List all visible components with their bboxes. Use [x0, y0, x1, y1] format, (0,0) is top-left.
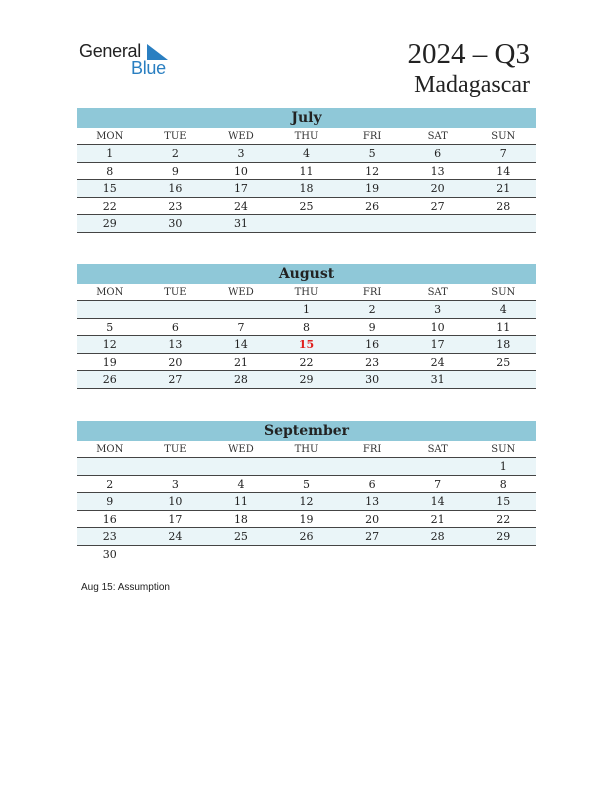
day-cell: 20 — [430, 182, 445, 195]
logo — [79, 41, 179, 81]
logo-text-blue: Blue — [131, 58, 166, 78]
day-cell: 10 — [430, 320, 445, 334]
weekday-label: SUN — [491, 287, 516, 298]
day-cell — [339, 458, 405, 475]
week-row — [77, 458, 536, 476]
day-cell: 23 — [168, 199, 183, 213]
day-cell — [470, 215, 536, 232]
day-cell — [143, 458, 209, 475]
day-cell — [143, 301, 209, 318]
day-cell — [208, 458, 274, 475]
day-cell: 15 — [102, 182, 117, 195]
weekday-label: MON — [96, 287, 124, 298]
month-title: July — [77, 108, 536, 128]
week-row — [77, 180, 536, 198]
day-cell: 20 — [168, 355, 183, 369]
weekday-header-row — [77, 284, 536, 301]
day-cell — [405, 215, 471, 232]
logo-text-general: General — [79, 41, 141, 61]
day-cell: 18 — [299, 182, 314, 195]
weekday-label: WED — [228, 131, 254, 142]
day-cell: 21 — [430, 512, 445, 526]
weekday-label: SAT — [427, 444, 448, 455]
day-cell — [77, 458, 143, 475]
weekday-label: THU — [294, 131, 319, 142]
country-name: Madagascar — [414, 72, 530, 98]
weekday-label: THU — [294, 287, 319, 298]
weekday-label: FRI — [362, 444, 382, 455]
day-cell: 3 — [434, 303, 442, 316]
week-row — [77, 528, 536, 546]
weekday-label: THU — [294, 444, 319, 455]
day-cell: 29 — [299, 373, 314, 386]
day-cell: 14 — [496, 164, 511, 178]
day-cell: 7 — [499, 147, 507, 160]
day-cell: 11 — [496, 320, 511, 334]
week-row — [77, 371, 536, 389]
day-cell: 16 — [168, 182, 183, 195]
day-cell: 15 — [298, 338, 315, 351]
day-cell: 25 — [233, 530, 248, 543]
day-cell: 9 — [368, 320, 376, 334]
day-cell — [274, 458, 340, 475]
day-cell: 24 — [168, 530, 183, 543]
day-cell: 29 — [496, 530, 511, 543]
day-cell: 4 — [303, 147, 311, 160]
day-cell: 17 — [233, 182, 248, 195]
day-cell: 13 — [365, 495, 380, 508]
day-cell — [143, 546, 209, 564]
weekday-label: SUN — [491, 131, 516, 142]
weekday-label: TUE — [164, 444, 187, 455]
day-cell: 2 — [368, 303, 376, 316]
day-cell: 26 — [102, 373, 117, 386]
day-cell: 16 — [365, 338, 380, 351]
day-cell: 23 — [102, 530, 117, 543]
day-cell — [339, 546, 405, 564]
weekday-label: MON — [96, 131, 124, 142]
week-row — [77, 163, 536, 181]
week-row — [77, 354, 536, 372]
day-cell: 4 — [499, 303, 507, 316]
day-cell: 22 — [102, 199, 117, 213]
week-row — [77, 145, 536, 163]
week-row — [77, 198, 536, 216]
day-cell: 8 — [303, 320, 311, 334]
day-cell: 10 — [233, 164, 248, 178]
day-cell: 1 — [303, 303, 311, 316]
day-cell: 21 — [496, 182, 511, 195]
weekday-label: MON — [96, 444, 124, 455]
day-cell — [274, 215, 340, 232]
day-cell — [470, 371, 536, 388]
day-cell: 18 — [233, 512, 248, 526]
day-cell: 9 — [106, 495, 114, 508]
weekday-header-row — [77, 128, 536, 145]
week-row — [77, 336, 536, 354]
day-cell: 10 — [168, 495, 183, 508]
day-cell: 3 — [237, 147, 245, 160]
day-cell: 2 — [106, 477, 114, 491]
day-cell — [405, 546, 471, 564]
day-cell: 24 — [430, 355, 445, 369]
day-cell: 11 — [233, 495, 248, 508]
week-row — [77, 301, 536, 319]
day-cell: 24 — [233, 199, 248, 213]
day-cell — [274, 546, 340, 564]
day-cell: 12 — [365, 164, 380, 178]
day-cell: 26 — [365, 199, 380, 213]
weekday-label: WED — [228, 444, 254, 455]
day-cell — [405, 458, 471, 475]
day-cell: 14 — [430, 495, 445, 508]
day-cell: 11 — [299, 164, 314, 178]
week-row — [77, 215, 536, 233]
day-cell: 6 — [434, 147, 442, 160]
day-cell — [208, 301, 274, 318]
day-cell: 30 — [365, 373, 380, 386]
day-cell: 5 — [106, 320, 114, 334]
week-row — [77, 546, 536, 564]
day-cell: 9 — [171, 164, 179, 178]
page-title: 2024 – Q3 — [407, 38, 530, 70]
day-cell: 31 — [233, 217, 248, 230]
day-cell: 7 — [434, 477, 442, 491]
weekday-label: FRI — [362, 131, 382, 142]
day-cell: 4 — [237, 477, 245, 491]
day-cell: 26 — [299, 530, 314, 543]
weekday-label: TUE — [164, 287, 187, 298]
day-cell: 28 — [430, 530, 445, 543]
day-cell: 19 — [365, 182, 380, 195]
month-title: August — [77, 264, 536, 284]
day-cell: 30 — [168, 217, 183, 230]
day-cell: 1 — [106, 147, 114, 160]
day-cell: 12 — [102, 338, 117, 351]
day-cell — [339, 215, 405, 232]
day-cell — [470, 546, 536, 564]
month-september — [77, 421, 536, 563]
day-cell: 6 — [171, 320, 179, 334]
day-cell: 25 — [299, 199, 314, 213]
weekday-label: SUN — [491, 444, 516, 455]
day-cell: 17 — [168, 512, 183, 526]
month-title: September — [77, 421, 536, 441]
day-cell: 31 — [430, 373, 445, 386]
day-cell: 7 — [237, 320, 245, 334]
day-cell: 12 — [299, 495, 314, 508]
weekday-label: SAT — [427, 131, 448, 142]
week-row — [77, 511, 536, 529]
day-cell: 28 — [496, 199, 511, 213]
day-cell: 14 — [233, 338, 248, 351]
day-cell: 19 — [299, 512, 314, 526]
day-cell: 29 — [102, 217, 117, 230]
day-cell: 8 — [106, 164, 114, 178]
week-row — [77, 493, 536, 511]
day-cell: 17 — [430, 338, 445, 351]
day-cell: 23 — [365, 355, 380, 369]
day-cell: 3 — [171, 477, 179, 491]
day-cell: 16 — [102, 512, 117, 526]
month-august — [77, 264, 536, 389]
day-cell: 21 — [233, 355, 248, 369]
holiday-note: Aug 15: Assumption — [81, 582, 170, 593]
week-row — [77, 476, 536, 494]
day-cell: 2 — [171, 147, 179, 160]
day-cell: 27 — [168, 373, 183, 386]
weekday-label: FRI — [362, 287, 382, 298]
day-cell: 13 — [430, 164, 445, 178]
day-cell: 20 — [365, 512, 380, 526]
weekday-label: TUE — [164, 131, 187, 142]
month-july — [77, 108, 536, 233]
day-cell: 8 — [499, 477, 507, 491]
day-cell — [77, 301, 143, 318]
day-cell: 27 — [365, 530, 380, 543]
day-cell: 25 — [496, 355, 511, 369]
day-cell: 19 — [102, 355, 117, 369]
weekday-label: WED — [228, 287, 254, 298]
day-cell: 13 — [168, 338, 183, 351]
day-cell: 18 — [496, 338, 511, 351]
day-cell: 5 — [303, 477, 311, 491]
weekday-label: SAT — [427, 287, 448, 298]
day-cell: 30 — [102, 547, 117, 561]
weekday-header-row — [77, 441, 536, 458]
day-cell: 1 — [499, 460, 507, 473]
day-cell: 28 — [233, 373, 248, 386]
week-row — [77, 319, 536, 337]
day-cell: 6 — [368, 477, 376, 491]
day-cell: 5 — [368, 147, 376, 160]
day-cell: 22 — [299, 355, 314, 369]
day-cell: 15 — [496, 495, 511, 508]
day-cell: 22 — [496, 512, 511, 526]
day-cell — [208, 546, 274, 564]
day-cell: 27 — [430, 199, 445, 213]
